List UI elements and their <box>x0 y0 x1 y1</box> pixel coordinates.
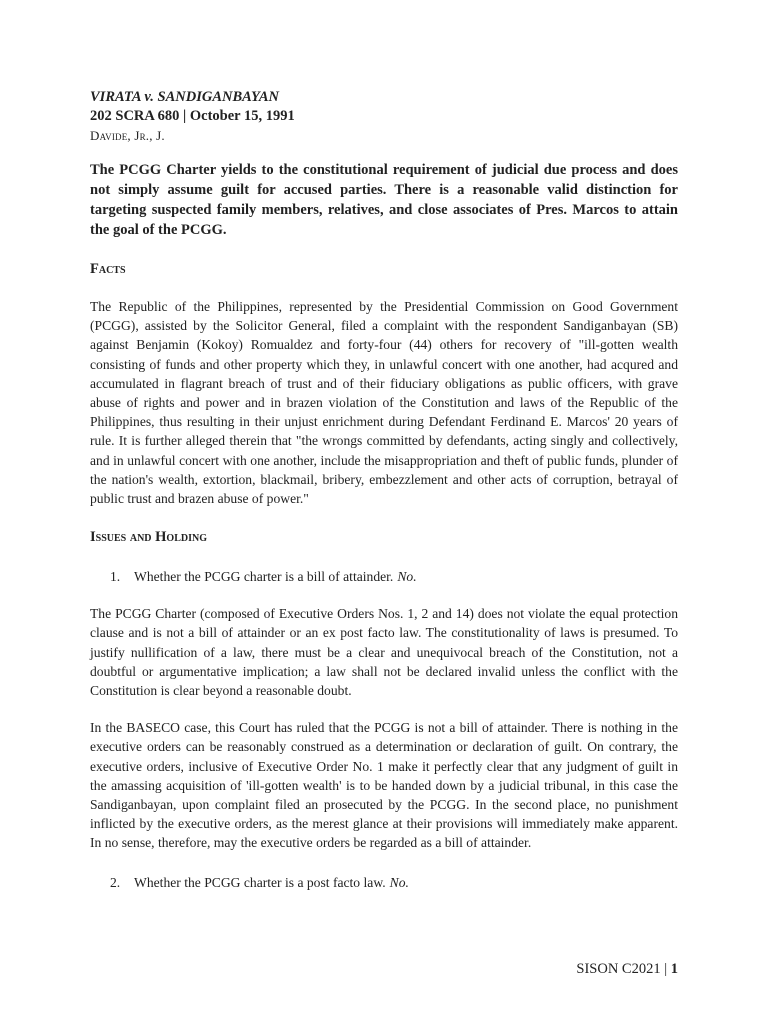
issue-item-2 <box>90 873 678 892</box>
issue-number: 1. <box>110 569 121 585</box>
issue-item-1 <box>90 567 678 586</box>
case-title: VIRATA v. SANDIGANBAYAN <box>90 89 279 105</box>
issue-question: Whether the PCGG charter is a post facto law. <box>134 874 386 890</box>
holding-paragraph: The PCGG Charter (composed of Executive Orders Nos. 1, 2 and 14) does not violate the equal protection clause and is not a bill of attainder or an ex post facto law. The constitutionality of laws is presumed. To justify nullification of a law, there must be a clear and unequivocal breach of the Constitution, not a doubtful or argumentative implication; a law shall not be declared invalid unless the conflict with the Constitution is clear beyond a reasonable doubt. <box>90 606 678 699</box>
issue-number: 2. <box>110 874 121 890</box>
ponente: Davide, Jr., J. <box>90 128 165 143</box>
facts-heading: Facts <box>90 261 126 277</box>
facts-paragraph: The Republic of the Philippines, represented by the Presidential Commission on Good Government (PCGG), assisted by the Solicitor General, filed a complaint with the respondent Sandiganbayan (SB) against Benjamin (Kokoy) Romualdez and forty-four (44) others for recovery of "ill-gotten wealth consisting of funds and other property which they, in unlawful concert with one another, had acqured and accumulated in flagrant breach of trust and of their fiduciary obligations as public officers, with grave abuse of rights and power and in brazen violation of the Constitution and laws of the Republic of the Philippines, thus resulting in their unjust enrichment during Defendant Ferdinand E. Marcos' 20 years of rule. It is further alleged therein that "the wrongs committed by defendants, acting singly and collectively, and in unlawful concert with one another, include the misappropriation and theft of public funds, plunder of the nation's wealth, extortion, blackmail, bribery, embezzlement and other acts of corruption, betrayal of public trust and brazen abuse of power." <box>90 299 678 507</box>
page-footer <box>576 960 678 979</box>
footer-author: SISON C2021 | <box>576 961 668 977</box>
page-number: 1 <box>670 961 678 977</box>
holding-paragraph: In the BASECO case, this Court has ruled that the PCGG is not a bill of attainder. There is nothing in the executive orders can be reasonably construed as a determination or declaration of guilt. On contrary, the executive orders, inclusive of Executive Order No. 1 make it perfectly clear that any judgment of guilt in the amassing acquisition of 'ill-gotten wealth' is to be handed down by a judicial tribunal, in this case the Sandiganbayan, upon complaint filed an prosecuted by the PCGG. In the second place, no punishment inflicted by the executive orders, as the merest glance at their provisions will immediately make apparent. In no sense, therefore, may the executive orders be regarded as a bill of attainder. <box>90 720 678 851</box>
issue-answer: No. <box>397 569 417 585</box>
issue-answer: No. <box>389 874 409 890</box>
case-citation: 202 SCRA 680 | October 15, 1991 <box>90 108 295 124</box>
doctrine-summary: The PCGG Charter yields to the constitutional requirement of judicial due process and does not simply assume guilt for accused parties. There is a reasonable valid distinction for targeting suspected family members, relatives, and close associates of Pres. Marcos to attain the goal of the PCGG. <box>90 162 678 238</box>
issues-heading: Issues and Holding <box>90 529 207 546</box>
issue-question: Whether the PCGG charter is a bill of attainder. <box>134 569 394 585</box>
